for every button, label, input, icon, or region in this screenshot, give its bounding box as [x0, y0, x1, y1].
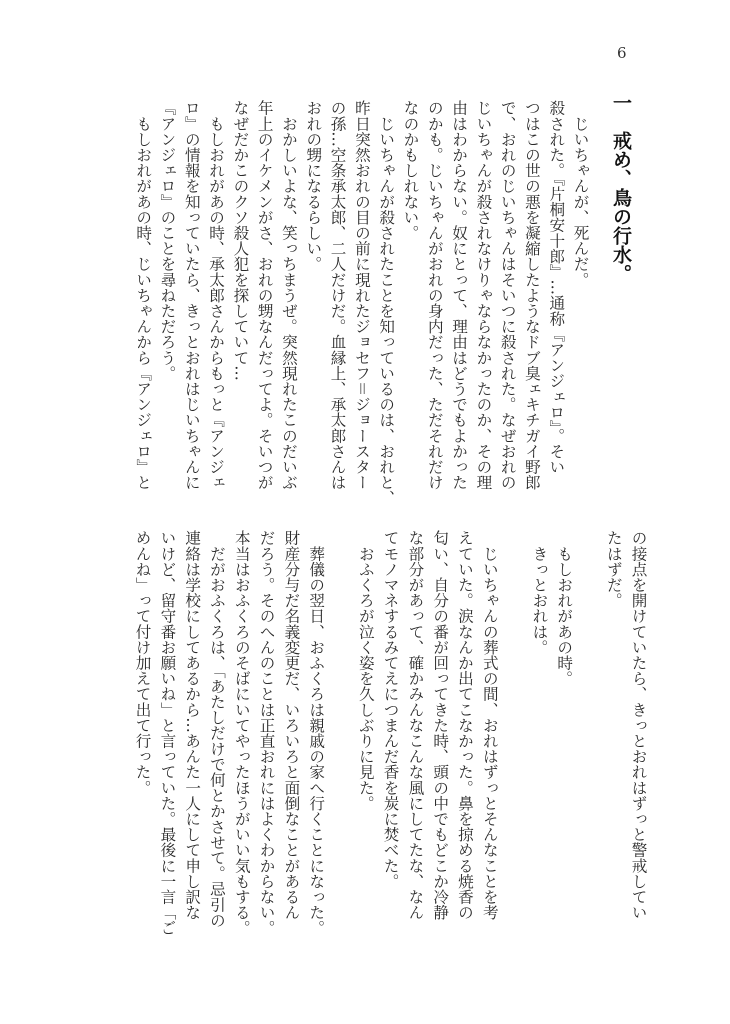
text-line: だがおふくろは、「あたしだけで何とかさせて。忌引の [207, 530, 226, 928]
text-line: 『アンジェロ』のことを尋ねただろう。 [158, 100, 177, 381]
text-line: じいちゃんの葬式の間、おれはずっとそんなことを考 [480, 530, 499, 920]
chapter-title: 一 戒め、鳥の行水。 [610, 93, 632, 283]
text-line: じいちゃんが、死んだ。 [571, 100, 590, 288]
text-line: おれの甥になるらしい。 [304, 100, 323, 272]
text-line: 本当はおふくろのそばにいてやったほうがいい気もする。 [232, 530, 251, 936]
text-line: なぜだかこのクソ殺人犯を探していて… [231, 100, 250, 381]
text-line: 年上のイケメンがさ、おれの甥なんだってよ。そいつが [255, 100, 274, 490]
text-line: な部分があって、確かみんなこんな風にしてたな、なん [406, 530, 425, 920]
text-line: おかしいよな、笑っちまうぜ。突然現れたこのだいぶ [279, 100, 298, 490]
text-line: つはこの世の悪を凝縮したようなドブ臭ェキチガイ野郎 [522, 100, 541, 490]
text-line: だろう。そのへんのことは正直おれにはよくわからない。 [257, 530, 276, 936]
text-line: もしおれがあの時、承太郎さんからもっと『アンジェ [207, 100, 226, 490]
text-line: 匂い、自分の番が回ってきた時、頭の中でもどこか冷静 [431, 530, 450, 920]
text-line: で、おれのじいちゃんはそいつに殺された。なぜおれの [498, 100, 517, 490]
page-number: 6 [617, 44, 627, 62]
text-line: おふくろが泣く姿を久しぶりに見た。 [356, 530, 375, 811]
text-line: 葬儀の翌日、おふくろは親戚の家へ行くことになった。 [307, 530, 326, 936]
text-line: の接点を開けていたら、きっとおれはずっと警戒してい [629, 530, 648, 920]
text-line: たはずだ。 [604, 530, 623, 608]
text-line: 連絡は学校にしてあるから…あんた一人にして申し訳な [183, 530, 202, 920]
text-line: 殺された。『片桐安十郎』…通称『アンジェロ』。そい [547, 100, 566, 475]
text-line: いけど、留守番お願いね」と言っていた。最後に一言「ご [158, 530, 177, 936]
text-line: もしおれがあの時。 [555, 530, 574, 686]
text-line: てモノマネするみてえにつまんだ香を炭に焚べた。 [381, 530, 400, 889]
text-line: じいちゃんが殺されなけりゃならなかったのか、その理 [474, 100, 493, 490]
text-line: の孫…空条承太郎、二人だけだ。血縁上、承太郎さんは [328, 100, 347, 490]
text-line: なのかもしれない。 [401, 100, 420, 241]
text-line: 由はわからない。奴にとって、理由はどうでもよかった [450, 100, 469, 490]
text-line: 財産分与だ名義変更だ、いろいろと面倒なことがあるん [282, 530, 301, 920]
text-line: きっとおれは。 [530, 530, 549, 655]
text-line: めんね」って付け加えて出て行った。 [133, 530, 152, 796]
text-line: ロ』の情報を知っていたら、きっとおれはじいちゃんに [182, 100, 201, 490]
text-line: じいちゃんが殺されたことを知っているのは、おれと、 [377, 100, 396, 506]
text-line: えていた。涙なんか出てこなかった。鼻を掠める焼香の [455, 530, 474, 920]
text-line: のかも。じいちゃんがおれの身内だった、ただそれだけ [425, 100, 444, 490]
text-line: もしおれがあの時、じいちゃんから『アンジェロ』と [134, 100, 153, 490]
text-line: 昨日突然おれの目の前に現れたジョセフ＝ジョースター [352, 100, 371, 490]
